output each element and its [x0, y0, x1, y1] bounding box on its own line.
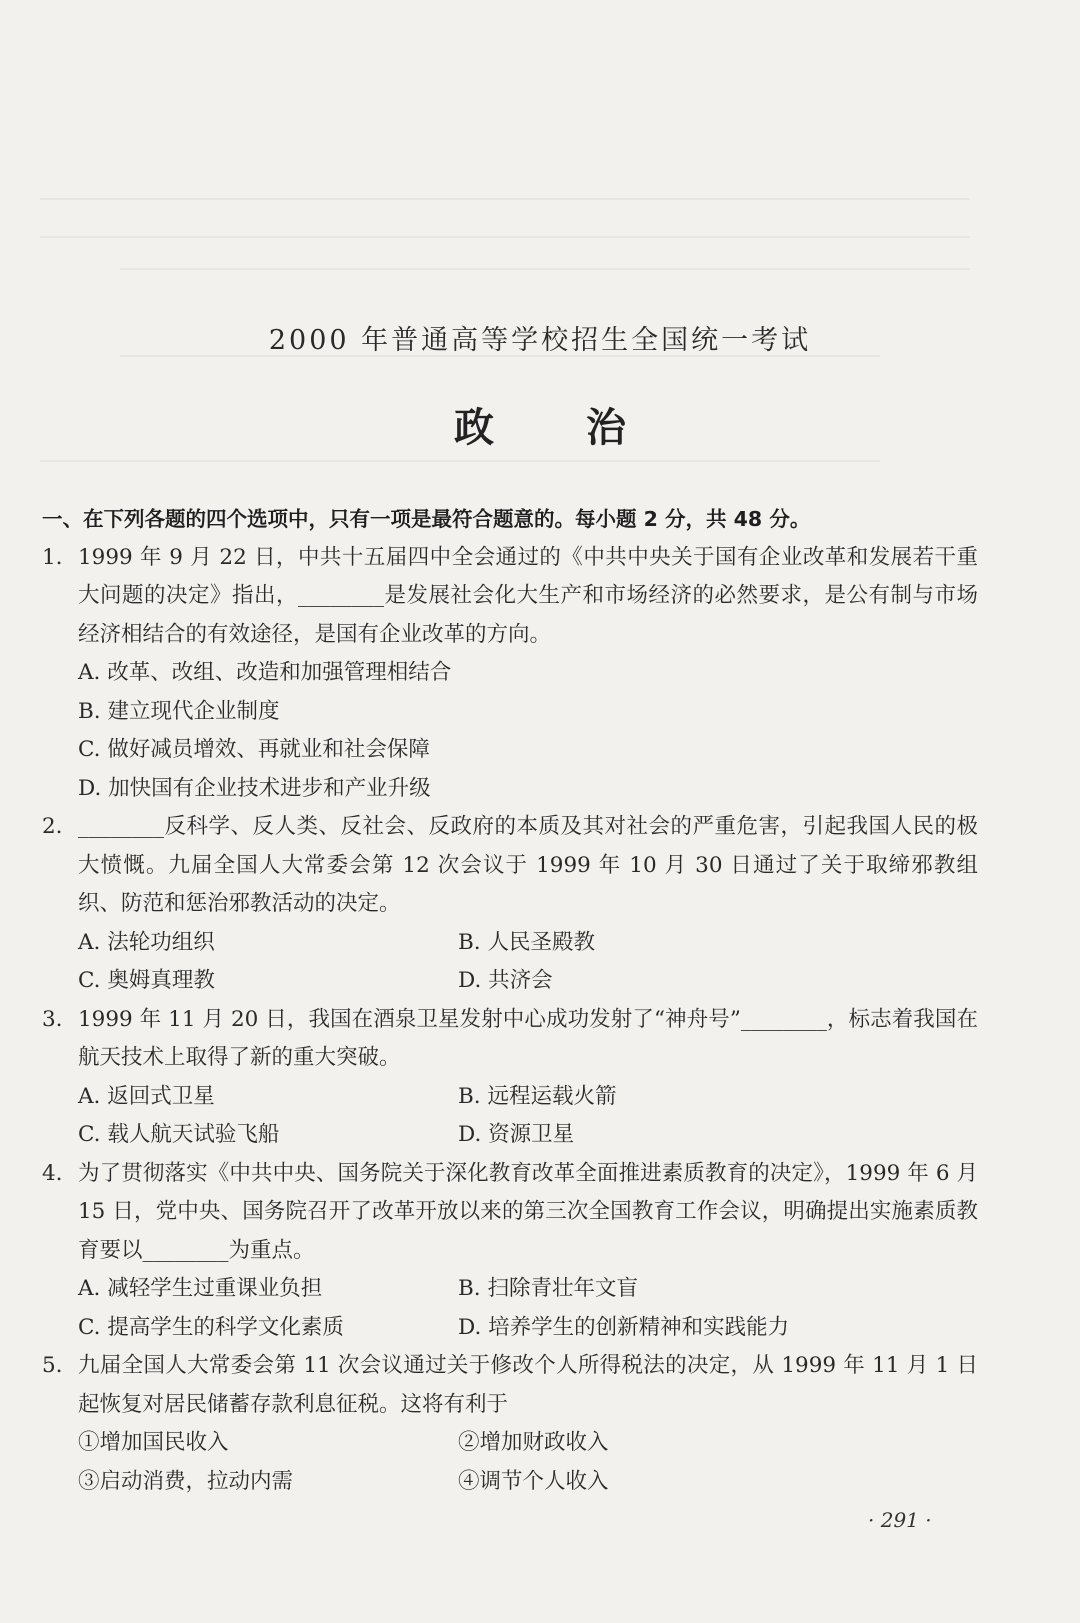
- option-d: D. 共济会: [458, 968, 553, 993]
- show-through-line: [120, 268, 970, 270]
- question-text: 1999 年 9 月 22 日，中共十五届四中全会通过的《中共中央关于国有企业改革和发展若干重大问题的决定》指出，________是发展社会化大生产和市场经济的必然要求，是公有制与市场经济相结合的有效途径，是国有企业改革的方向。: [78, 544, 978, 647]
- option-c: C. 做好减员增效、再就业和社会保障: [78, 737, 430, 762]
- option-a: A. 减轻学生过重课业负担: [78, 1276, 323, 1301]
- option-b: B. 扫除青壮年文盲: [458, 1276, 638, 1301]
- question-text: ________反科学、反人类、反社会、反政府的本质及其对社会的严重危害，引起我国人民的极大愤慨。九届全国人大常委会第 12 次会议于 1999 年 10 月 30 日通过了关于取缔邪教组织、防范和惩治邪教活动的决定。: [78, 814, 978, 916]
- question-3: [42, 1001, 978, 1078]
- option-d: D. 加快国有企业技术进步和产业升级: [78, 775, 431, 801]
- show-through-line: [40, 460, 880, 462]
- question-text: 九届全国人大常委会第 11 次会议通过关于修改个人所得税法的决定，从 1999 年 11 月 1 日起恢复对居民储蓄存款利息征税。这将有利于: [78, 1353, 978, 1417]
- option-4: ④调节个人收入: [458, 1468, 609, 1494]
- question-number: 4.: [42, 1160, 63, 1186]
- question-text: 为了贯彻落实《中共中央、国务院关于深化教育改革全面推进素质教育的决定》，1999 年 6 月 15 日，党中央、国务院召开了改革开放以来的第三次全国教育工作会议，明确提出实施素质教育要以________为重点。: [78, 1160, 978, 1263]
- question-1-options: [42, 654, 978, 808]
- subject-title-char: 政: [454, 405, 494, 451]
- question-2: [42, 808, 978, 924]
- option-c: C. 载人航天试验飞船: [78, 1122, 280, 1147]
- subject-title-char: 治: [586, 405, 626, 451]
- option-1: ①增加国民收入: [78, 1430, 229, 1455]
- exam-subtitle: 2000 年普通高等学校招生全国统一考试: [268, 325, 812, 356]
- question-2-options: [42, 924, 978, 1001]
- option-c: C. 提高学生的科学文化素质: [78, 1314, 344, 1340]
- question-5-options: [42, 1424, 978, 1501]
- subject-title: [0, 396, 1080, 453]
- question-4-options: [42, 1270, 978, 1347]
- question-text: 1999 年 11 月 20 日，我国在酒泉卫星发射中心成功发射了“神舟号”________，标志着我国在航天技术上取得了新的重大突破。: [78, 1006, 978, 1070]
- option-3: ③启动消费，拉动内需: [78, 1468, 294, 1494]
- option-d: D. 资源卫星: [458, 1122, 575, 1147]
- option-a: A. 返回式卫星: [78, 1083, 215, 1109]
- section-heading: 一、在下列各题的四个选项中，只有一项是最符合题意的。每小题 2 分，共 48 分。: [42, 507, 811, 531]
- question-1: [42, 539, 978, 655]
- question-4: [42, 1155, 978, 1271]
- question-number: 3.: [42, 1006, 63, 1032]
- option-c: C. 奥姆真理教: [78, 968, 215, 993]
- exam-content: [42, 500, 978, 1501]
- option-b: B. 建立现代企业制度: [78, 698, 280, 724]
- question-number: 1.: [42, 544, 63, 570]
- option-d: D. 培养学生的创新精神和实践能力: [458, 1314, 790, 1340]
- question-number: 5.: [42, 1353, 63, 1378]
- option-2: ②增加财政收入: [458, 1430, 609, 1455]
- option-a: A. 改革、改组、改造和加强管理相结合: [78, 660, 452, 685]
- option-a: A. 法轮功组织: [78, 929, 215, 955]
- page-number: · 291 ·: [868, 1508, 932, 1532]
- question-3-options: [42, 1078, 978, 1155]
- show-through-line: [40, 198, 970, 200]
- option-b: B. 人民圣殿教: [458, 929, 595, 955]
- question-5: [42, 1347, 978, 1424]
- show-through-line: [40, 236, 970, 238]
- question-number: 2.: [42, 814, 63, 839]
- option-b: B. 远程运载火箭: [458, 1083, 617, 1109]
